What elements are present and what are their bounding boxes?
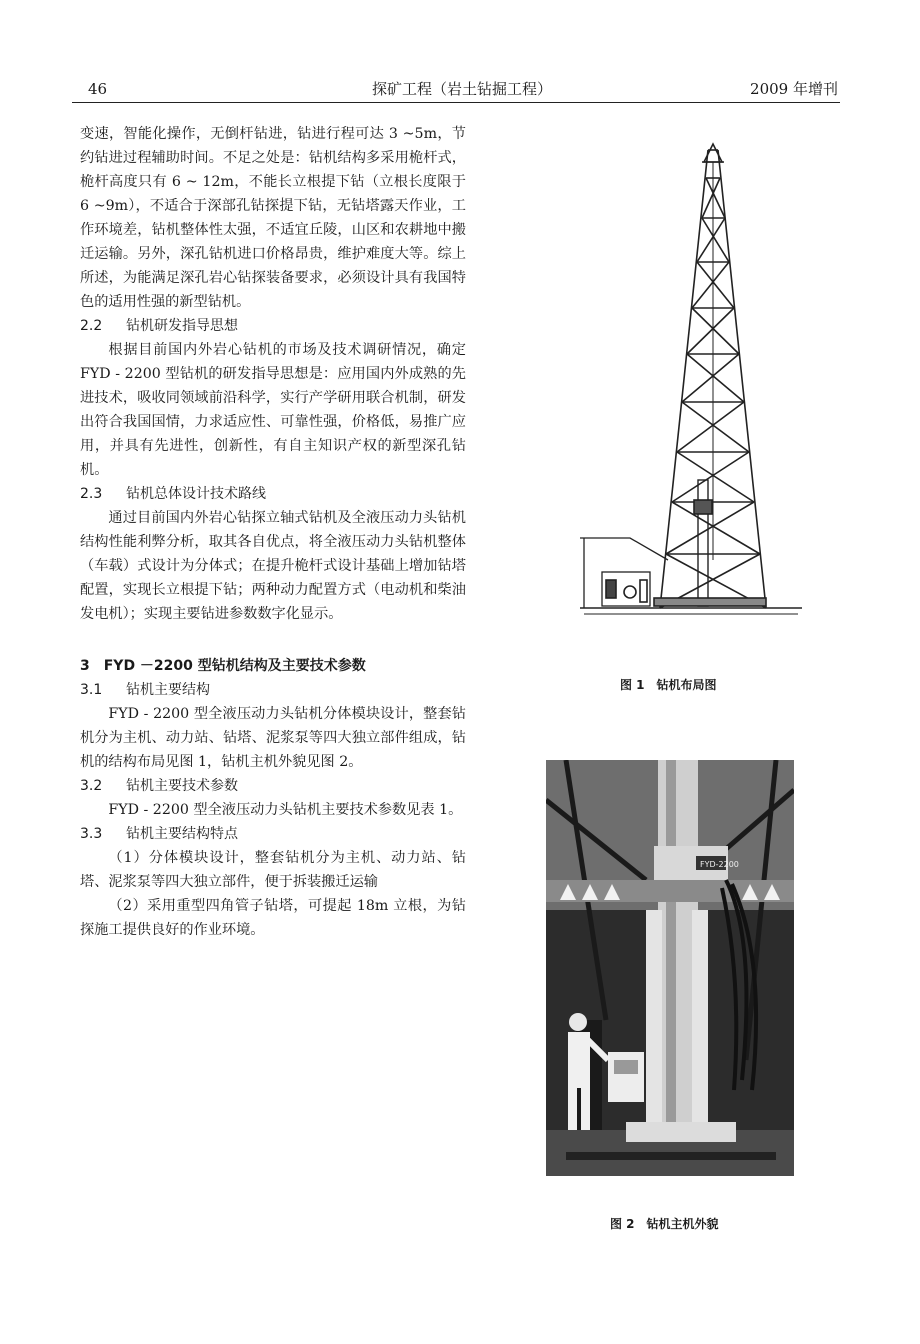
power-head-label: FYD-2200	[700, 860, 739, 869]
paragraph-3-3-1: （1）分体模块设计，整套钻机分为主机、动力站、钻塔、泥浆泵等四大独立部件，便于拆装搬迁运输	[80, 850, 466, 890]
figure-2-drill-rig-photo	[546, 760, 794, 1176]
paragraph-2-3: 通过目前国内外岩心钻探立轴式钻机及全液压动力头钻机结构性能利弊分析，取其各自优点，将全液压动力头钻机整体（车载）式设计为分体式；在提升桅杆式设计基础上增加钻塔配置，实现长立根提下钻；两种动力配置方式（电动机和柴油发电机）；实现主要钻进参数数字化显示。	[80, 510, 466, 622]
page-number: 46	[88, 80, 108, 98]
section-number: 3.2	[80, 778, 103, 794]
figure-1-caption: 图 1 钻机布局图	[620, 678, 717, 692]
journal-title: 探矿工程（岩土钻掘工程）	[372, 80, 553, 98]
section-number: 2.2	[80, 318, 103, 334]
section-heading-3-2	[80, 774, 466, 798]
paragraph-3-2: FYD - 2200 型全液压动力头钻机主要技术参数见表 1。	[108, 802, 463, 818]
section-heading-3-3	[80, 822, 466, 846]
left-text-column	[80, 122, 466, 942]
section-number: 2.3	[80, 486, 103, 502]
section-number: 3.1	[80, 682, 103, 698]
section-heading-2-3	[80, 482, 466, 506]
section-title: 钻机总体设计技术路线	[126, 486, 266, 502]
running-header	[72, 70, 840, 103]
figure-1-drill-tower-diagram	[580, 140, 802, 620]
section-title: 钻机主要结构特点	[126, 826, 238, 842]
figure-2-caption: 图 2 钻机主机外貌	[610, 1217, 719, 1231]
section-heading-3-1	[80, 678, 466, 702]
section-number: 3.3	[80, 826, 103, 842]
section-title: 钻机研发指导思想	[126, 318, 238, 334]
paragraph-intro: 变速，智能化操作，无倒杆钻进，钻进行程可达 3 ~5m，节约钻进过程辅助时间。不足之处是：钻机结构多采用桅杆式，桅杆高度只有 6 ~ 12m，不能长立根提下钻（立根长度限于 6 ~9m），不适合于深部孔钻探提下钻，无钻塔露天作业，工作环境差，钻机整体性太强，不适宜丘陵，山区和农耕地中搬迁运输。另外，深孔钻机进口价格昂贵，维护难度大等。综上所述，为能满足深孔岩心钻探装备要求，必须设计具有我国特色的适用性强的新型钻机。	[80, 126, 466, 310]
issue-label: 2009 年增刊	[750, 80, 838, 98]
section-title: 钻机主要结构	[126, 682, 210, 698]
paragraph-3-1: FYD - 2200 型全液压动力头钻机分体模块设计，整套钻机分为主机、动力站、钻塔、泥浆泵等四大独立部件组成，钻机的结构布局见图 1，钻机主机外貌见图 2。	[80, 706, 466, 770]
paragraph-3-3-2: （2）采用重型四角管子钻塔，可提起 18m 立根，为钻探施工提供良好的作业环境。	[80, 898, 466, 938]
paragraph-2-2: 根据目前国内外岩心钻机的市场及技术调研情况，确定 FYD - 2200 型钻机的研发指导思想是：应用国内外成熟的先进技术，吸收同领域前沿科学，实行产学研用联合机制，研发出符合我国国情，力求适应性、可靠性强，价格低，易推广应用，并具有先进性，创新性，有自主知识产权的新型深孔钻机。	[80, 342, 466, 478]
section-heading-2-2	[80, 314, 466, 338]
section-title: 钻机主要技术参数	[126, 778, 238, 794]
section-heading-3: 3 FYD －2200 型钻机结构及主要技术参数	[80, 658, 366, 674]
